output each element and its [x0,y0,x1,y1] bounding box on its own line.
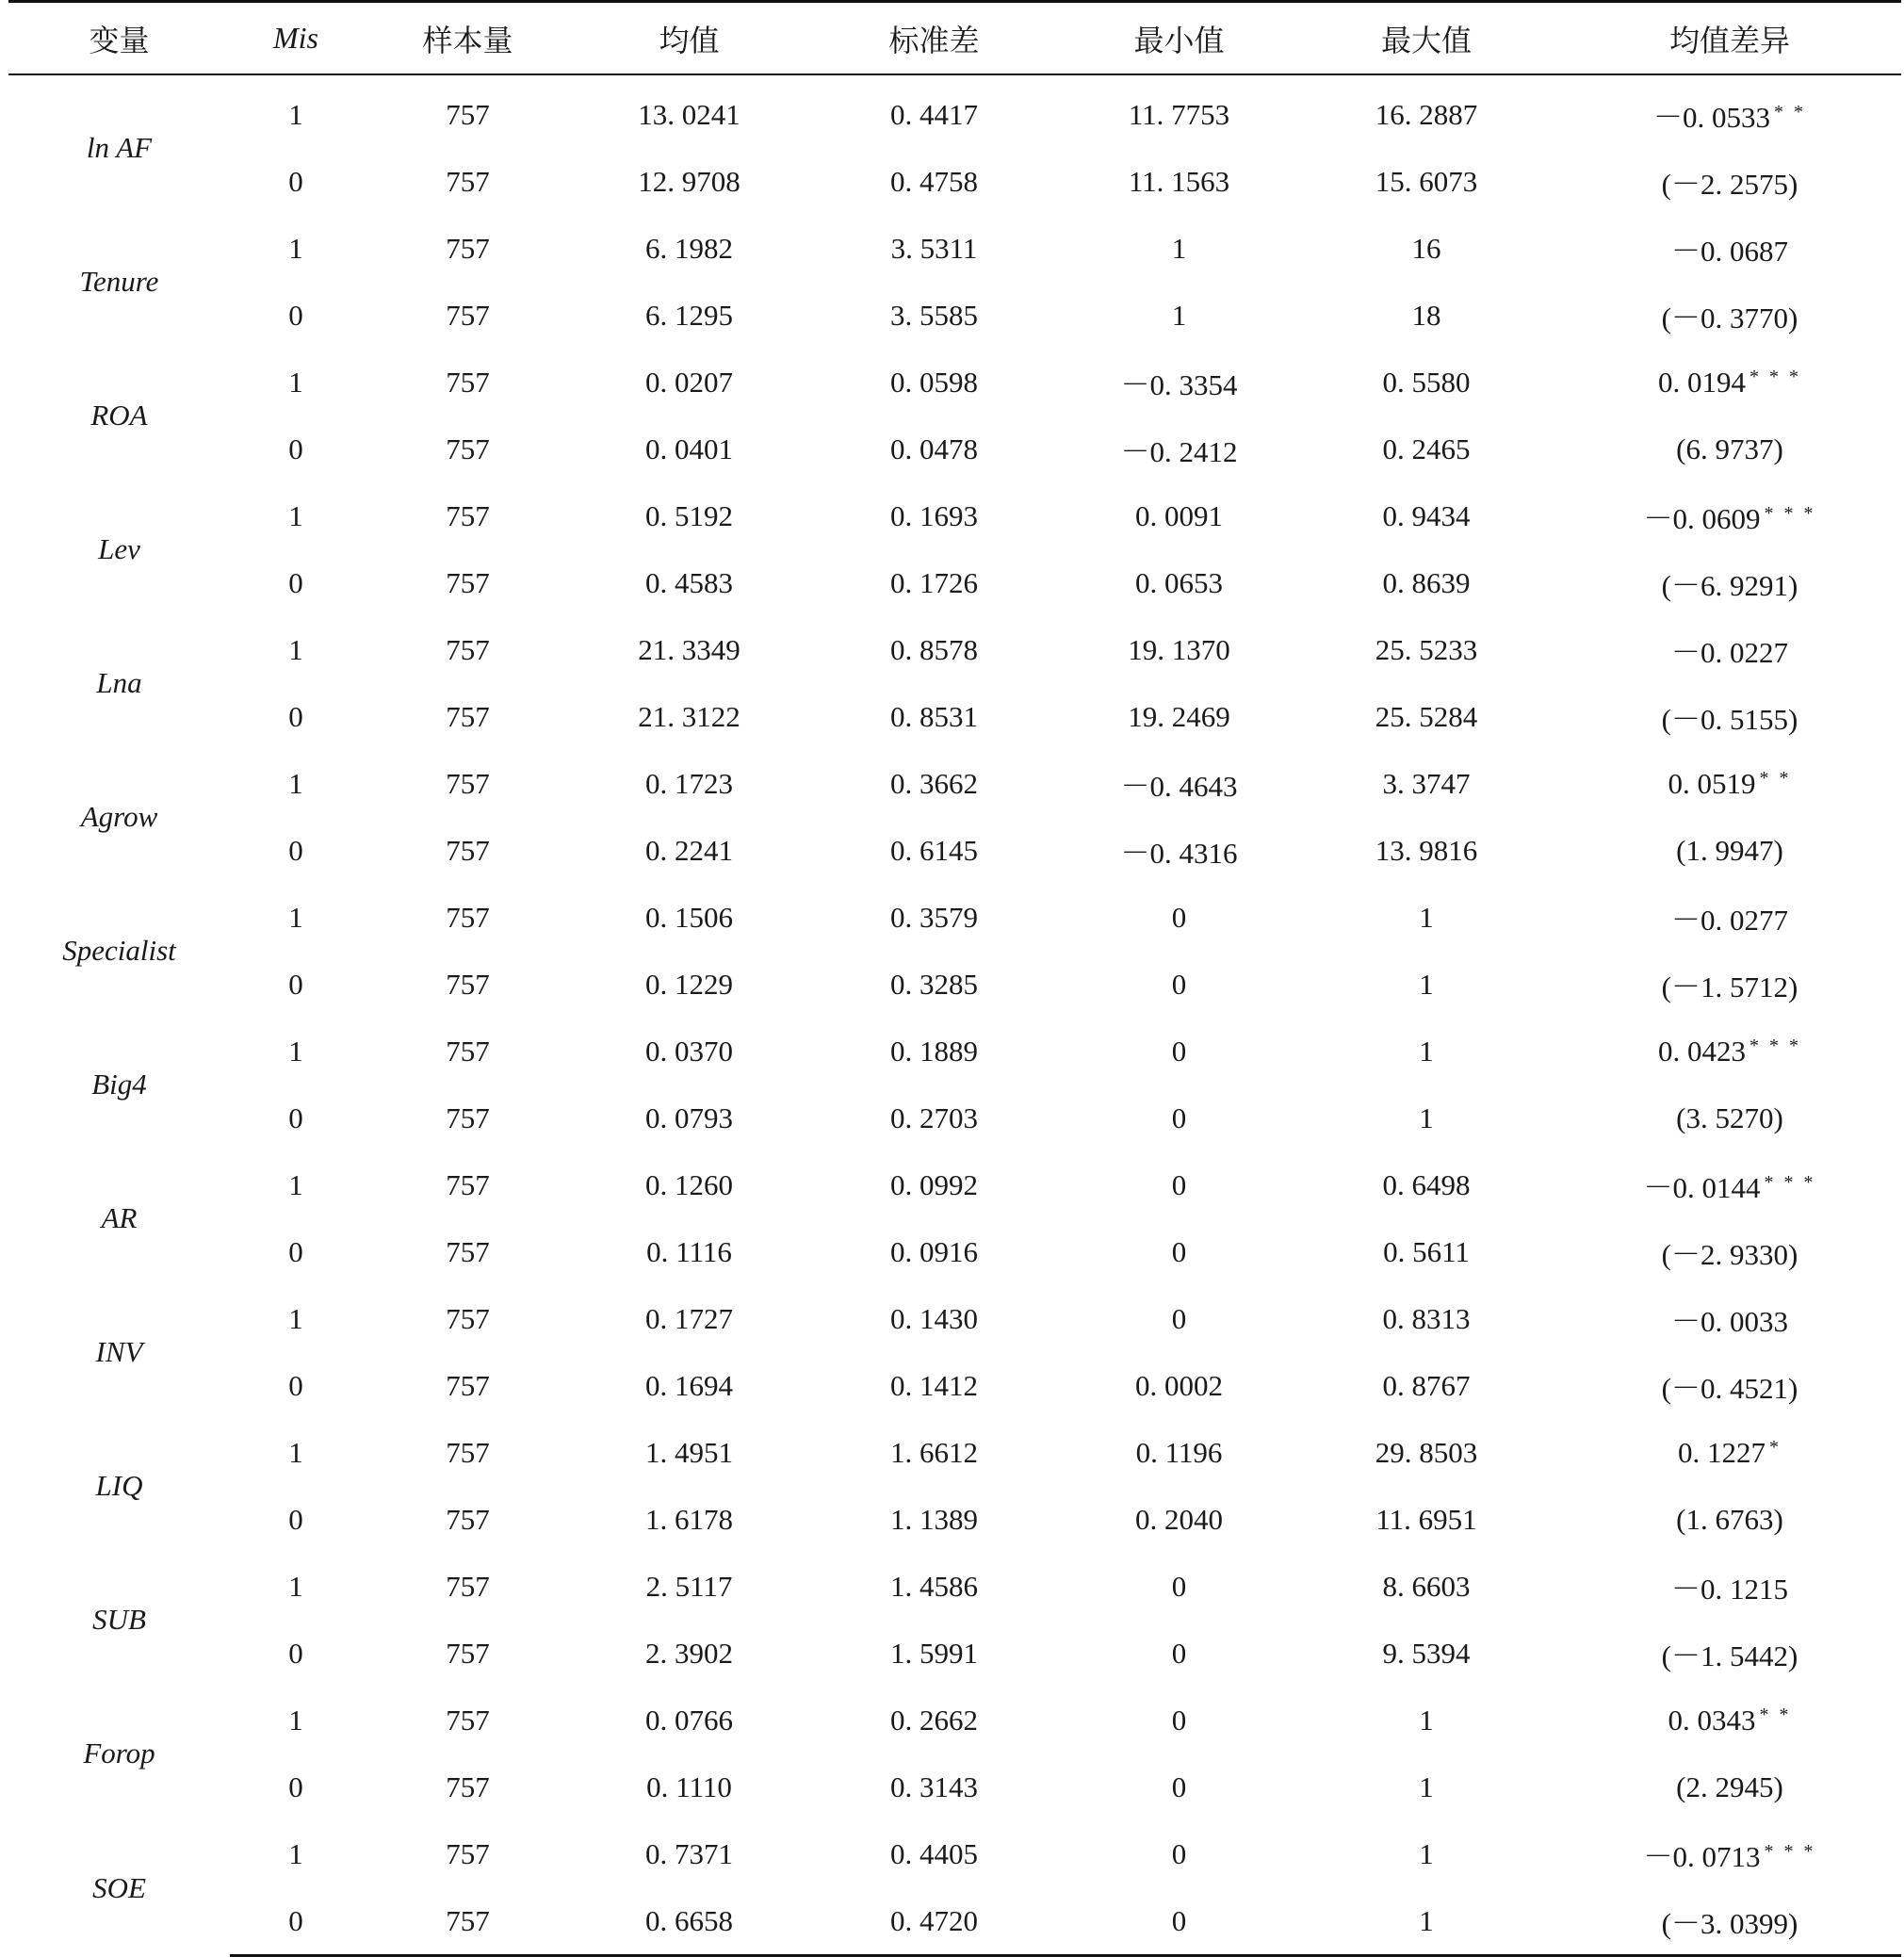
mean-difference-value: －0. 0687 [1671,235,1788,268]
table-row [8,1018,1901,1085]
mean-difference-value: (－0. 5155) [1661,703,1798,736]
mis-cell: 0 [230,1887,362,1956]
table-body [8,74,1901,1956]
min-cell: 19. 2469 [1128,699,1230,733]
mean-cell: 0. 1723 [645,766,733,800]
mean-difference-value: (1. 6763) [1676,1502,1783,1536]
sample-size-cell: 757 [446,1636,490,1670]
mean-cell: 0. 0793 [645,1101,733,1134]
max-cell: 0. 6498 [1382,1167,1471,1201]
sample-size-cell: 757 [446,1769,490,1803]
min-cell: 0 [1171,1234,1187,1268]
significance-stars: * * [1759,767,1792,789]
mean-difference-cell [1558,482,1901,549]
mis-cell: 0 [288,1234,303,1268]
variable-name-cell: LIQ [95,1469,143,1502]
min-cell: 0 [1171,1301,1187,1335]
min-cell: 0. 0091 [1135,498,1223,532]
mean-difference-cell [1558,1753,1901,1820]
mean-difference-cell [1558,951,1901,1018]
mean-difference-value: (－2. 9330) [1661,1238,1798,1271]
variable-name-cell: Specialist [62,934,176,967]
table-row [8,1285,1901,1352]
sample-size-cell: 757 [446,833,490,867]
mean-difference-cell [1558,683,1901,750]
min-cell: 19. 1370 [1128,632,1230,666]
max-cell: 1 [1419,1703,1434,1737]
max-cell: 0. 8639 [1382,565,1471,599]
mean-cell: 6. 1982 [645,231,733,265]
variable-name-cell: SOE [92,1870,146,1904]
std-dev-cell: 0. 0992 [890,1167,978,1201]
max-cell: 16 [1411,231,1441,265]
min-cell: 1 [1171,231,1187,265]
max-cell: 0. 5611 [1383,1234,1470,1268]
header-variable: 变量 [8,2,230,75]
mean-difference-value: (－1. 5442) [1661,1639,1798,1672]
mean-difference-value: (－3. 0399) [1661,1907,1798,1940]
mean-cell: 2. 5117 [645,1569,733,1603]
table-row [8,683,1901,750]
table-row [8,282,1901,349]
mean-cell: 0. 1694 [645,1368,733,1402]
sample-size-cell: 757 [446,565,490,599]
std-dev-cell: 1. 5991 [890,1636,978,1670]
mean-difference-cell [1558,349,1901,416]
table-row [8,74,1901,148]
mean-cell: 2. 3902 [645,1636,733,1670]
min-cell: 0. 0002 [1135,1368,1223,1402]
variable-name-cell: AR [101,1201,138,1234]
std-dev-cell: 0. 0916 [890,1234,978,1268]
table-row [8,616,1901,683]
sample-size-cell: 757 [446,97,490,131]
mean-difference-value: (2. 2945) [1676,1769,1783,1803]
table-row [8,148,1901,215]
std-dev-cell: 0. 2703 [890,1101,978,1134]
mis-cell: 1 [288,1034,303,1068]
mis-cell: 0 [288,565,303,599]
sample-size-cell: 757 [446,231,490,265]
table-row [8,1085,1901,1151]
std-dev-cell: 0. 0598 [890,365,978,399]
max-cell: 29. 8503 [1375,1435,1478,1469]
min-cell: 0 [1171,1703,1187,1737]
std-dev-cell: 0. 2662 [890,1703,978,1737]
variable-name-cell: ROA [90,399,148,432]
header-min: 最小值 [1064,2,1294,75]
std-dev-cell: 0. 0478 [890,432,978,465]
mean-difference-cell [1558,884,1901,951]
max-cell: 1 [1419,1836,1434,1870]
sample-size-cell: 757 [446,1368,490,1402]
mean-cell: 0. 1110 [646,1769,732,1803]
mis-cell: 1 [288,1301,303,1335]
min-cell: 0. 1196 [1135,1435,1223,1469]
max-cell: 1 [1419,1101,1434,1134]
mean-difference-cell [1558,1285,1901,1352]
table-row [8,416,1901,482]
std-dev-cell: 0. 8578 [890,632,978,666]
min-cell: 0 [1171,1636,1187,1670]
min-cell: －0. 4643 [1120,770,1238,803]
mis-cell: 1 [288,1703,303,1737]
sample-size-cell: 757 [446,699,490,733]
sample-size-cell: 757 [446,365,490,399]
mean-cell: 0. 4583 [645,565,733,599]
mis-cell: 0 [288,432,303,465]
std-dev-cell: 0. 4720 [805,1887,1064,1956]
sample-size-cell: 757 [446,766,490,800]
table-row [8,349,1901,416]
mis-cell: 1 [288,1435,303,1469]
table-row [8,1218,1901,1285]
mean-cell: 0. 0370 [645,1034,733,1068]
mean-difference-cell [1558,1620,1901,1687]
mean-cell: 0. 5192 [645,498,733,532]
header-max: 最大值 [1294,2,1558,75]
mean-difference-cell [1558,549,1901,616]
sample-size-cell: 757 [446,1301,490,1335]
mean-cell: 21. 3122 [638,699,740,733]
mis-cell: 0 [288,164,303,198]
std-dev-cell: 1. 4586 [890,1569,978,1603]
mis-cell: 0 [288,1368,303,1402]
header-mean: 均值 [574,2,805,75]
mis-cell: 0 [288,967,303,1001]
table-row [8,1887,1901,1956]
variable-name-cell: Tenure [79,265,159,298]
mis-cell: 1 [288,365,303,399]
variable-name-cell: SUB [92,1603,146,1636]
min-cell: 11. 1563 [1128,164,1230,198]
table-row [8,817,1901,884]
max-cell: 1 [1419,1034,1434,1068]
table-row [8,1687,1901,1753]
mis-cell: 1 [288,1569,303,1603]
mean-cell: 0. 1229 [645,967,733,1001]
table-row [8,1753,1901,1820]
mean-difference-value: 0. 0423 [1658,1034,1746,1068]
mean-difference-value: －0. 0533 [1653,101,1770,134]
max-cell: 3. 3747 [1382,766,1471,800]
mean-difference-value: (3. 5270) [1676,1101,1783,1134]
mean-cell: 0. 1727 [645,1301,733,1335]
max-cell: 16. 2887 [1375,97,1478,131]
std-dev-cell: 0. 1889 [890,1034,978,1068]
mis-cell: 0 [288,1101,303,1134]
mean-difference-cell [1558,282,1901,349]
mean-difference-cell [1558,1352,1901,1419]
min-cell: －0. 2412 [1120,435,1238,468]
min-cell: 0 [1171,1034,1187,1068]
variable-name-cell: Forop [83,1737,155,1769]
mis-cell: 1 [288,1836,303,1870]
std-dev-cell: 0. 3579 [890,900,978,934]
max-cell: 1 [1419,900,1434,934]
mean-difference-cell [1558,616,1901,683]
table-row [8,1620,1901,1687]
std-dev-cell: 0. 3662 [890,766,978,800]
mis-cell: 0 [288,1502,303,1536]
mean-difference-value: (－6. 9291) [1661,569,1798,602]
std-dev-cell: 3. 5585 [890,298,978,332]
min-cell: 0 [1171,1101,1187,1134]
significance-stars: * * * [1764,1841,1816,1862]
variable-name-cell: INV [95,1335,143,1368]
min-cell: 11. 7753 [1128,97,1230,131]
mean-difference-value: －0. 0144 [1643,1171,1761,1204]
max-cell: 25. 5284 [1375,699,1478,733]
mean-difference-cell [1558,416,1901,482]
significance-stars: * [1769,1436,1782,1458]
sample-size-cell: 757 [446,632,490,666]
mis-cell: 1 [288,231,303,265]
table-header-row [8,2,1901,75]
mean-difference-cell [1558,1820,1901,1887]
mean-cell: 1. 6178 [645,1502,733,1536]
mean-difference-cell [1558,1085,1901,1151]
mean-difference-value: －0. 0609 [1643,502,1761,535]
min-cell: 1 [1171,298,1187,332]
std-dev-cell: 1. 6612 [890,1435,978,1469]
mean-difference-value: －0. 0713 [1643,1840,1761,1873]
mean-cell: 0. 1260 [645,1167,733,1201]
min-cell: 0 [1064,1887,1294,1956]
sample-size-cell: 757 [446,1569,490,1603]
mean-cell: 0. 1506 [645,900,733,934]
mean-difference-cell [1558,1687,1901,1753]
mean-difference-value: (－1. 5712) [1661,970,1798,1003]
max-cell: 1 [1419,967,1434,1001]
mis-cell: 1 [288,766,303,800]
mis-cell: 0 [288,699,303,733]
max-cell: 0. 8313 [1382,1301,1471,1335]
mean-difference-value: (6. 9737) [1676,432,1783,465]
max-cell: 8. 6603 [1382,1569,1471,1603]
mean-difference-cell [1558,148,1901,215]
table-row [8,549,1901,616]
mean-cell: 21. 3349 [638,632,740,666]
std-dev-cell: 0. 4417 [890,97,978,131]
table-row [8,884,1901,951]
sample-size-cell: 757 [446,967,490,1001]
sample-size-cell: 757 [446,1703,490,1737]
max-cell: 15. 6073 [1375,164,1478,198]
mis-cell: 1 [288,97,303,131]
mean-cell: 0. 0766 [645,1703,733,1737]
significance-stars: * * * [1764,1172,1816,1193]
sample-size-cell: 757 [446,432,490,465]
sample-size-cell: 757 [446,1502,490,1536]
sample-size-cell: 757 [446,900,490,934]
std-dev-cell: 0. 6145 [890,833,978,867]
mean-difference-cell [1558,1887,1901,1956]
mean-difference-cell [1558,1553,1901,1620]
significance-stars: * * * [1764,503,1816,524]
mean-difference-cell [1558,215,1901,282]
max-cell: 0. 8767 [1382,1368,1471,1402]
std-dev-cell: 0. 1726 [890,565,978,599]
table-row [8,1820,1901,1887]
mean-cell: 0. 7371 [645,1836,733,1870]
statistics-table [8,0,1901,1957]
max-cell: 9. 5394 [1382,1636,1471,1670]
mean-difference-cell [1558,1218,1901,1285]
sample-size-cell: 757 [362,1887,574,1956]
min-cell: 0 [1171,900,1187,934]
mis-cell: 1 [288,498,303,532]
mean-difference-value: －0. 1215 [1671,1573,1788,1606]
significance-stars: * * [1759,1704,1792,1725]
std-dev-cell: 3. 5311 [890,231,978,265]
sample-size-cell: 757 [446,1101,490,1134]
table-row [8,951,1901,1018]
max-cell: 0. 5580 [1382,365,1471,399]
mean-difference-value: (－0. 4521) [1661,1372,1798,1405]
max-cell: 0. 9434 [1382,498,1471,532]
table-row [8,1151,1901,1218]
sample-size-cell: 757 [446,1234,490,1268]
mean-difference-value: －0. 0277 [1671,904,1788,937]
mean-difference-cell [1558,1419,1901,1486]
table-row [8,215,1901,282]
mean-cell: 1. 4951 [645,1435,733,1469]
std-dev-cell: 0. 3143 [890,1769,978,1803]
mis-cell: 0 [288,833,303,867]
std-dev-cell: 0. 8531 [890,699,978,733]
mis-cell: 0 [288,298,303,332]
max-cell: 11. 6951 [1375,1502,1477,1536]
min-cell: 0 [1171,1167,1187,1201]
mean-cell: 0. 1116 [646,1234,732,1268]
mean-difference-value: 0. 0519 [1668,766,1756,800]
variable-name-cell: Big4 [91,1068,147,1101]
max-cell: 1 [1294,1887,1558,1956]
max-cell: 0. 2465 [1382,432,1471,465]
header-std-dev: 标准差 [805,2,1064,75]
max-cell: 13. 9816 [1375,833,1478,867]
mean-difference-cell [1558,750,1901,817]
mean-difference-value: －0. 0033 [1671,1305,1788,1338]
table-row [8,1486,1901,1553]
sample-size-cell: 757 [446,1435,490,1469]
header-mis: Mis [230,2,362,75]
significance-stars: * * * [1749,366,1801,387]
mean-difference-value: 0. 1227 [1678,1435,1766,1469]
header-mean-difference: 均值差异 [1558,2,1901,75]
min-cell: 0. 0653 [1135,565,1223,599]
mis-cell: 0 [288,1769,303,1803]
std-dev-cell: 0. 3285 [890,967,978,1001]
mean-cell: 12. 9708 [638,164,740,198]
mean-difference-value: －0. 0227 [1671,636,1788,669]
table-row [8,482,1901,549]
header-sample-size: 样本量 [362,2,574,75]
sample-size-cell: 757 [446,1034,490,1068]
max-cell: 18 [1411,298,1441,332]
variable-name-cell: ln AF [86,131,153,164]
sample-size-cell: 757 [446,1836,490,1870]
significance-stars: * * [1774,102,1806,122]
std-dev-cell: 1. 1389 [890,1502,978,1536]
variable-name-cell: Lna [96,666,142,699]
table-row [8,750,1901,817]
mean-cell: 6. 1295 [645,298,733,332]
std-dev-cell: 0. 1430 [890,1301,978,1335]
mis-cell: 1 [288,900,303,934]
min-cell: －0. 3354 [1120,368,1238,401]
sample-size-cell: 757 [446,298,490,332]
variable-name-cell: Lev [98,532,140,565]
mean-difference-cell [1558,817,1901,884]
mean-difference-value: (－0. 3770) [1661,302,1798,334]
mean-difference-value: 0. 0343 [1668,1703,1756,1737]
mean-cell: 0. 0401 [645,432,733,465]
max-cell: 25. 5233 [1375,632,1478,666]
table-row [8,1553,1901,1620]
mean-difference-value: (－2. 2575) [1661,168,1798,201]
std-dev-cell: 0. 1693 [890,498,978,532]
max-cell: 1 [1419,1769,1434,1803]
mean-difference-value: 0. 0194 [1658,365,1746,399]
mean-difference-value: (1. 9947) [1676,833,1783,867]
table-row [8,1352,1901,1419]
variable-name-cell: Agrow [80,800,158,833]
std-dev-cell: 0. 4405 [890,1836,978,1870]
min-cell: 0 [1171,967,1187,1001]
std-dev-cell: 0. 4758 [890,164,978,198]
mis-cell: 1 [288,632,303,666]
mean-difference-cell [1558,1151,1901,1218]
significance-stars: * * * [1749,1035,1801,1056]
min-cell: －0. 4316 [1120,837,1238,870]
mean-cell: 0. 2241 [645,833,733,867]
mean-difference-cell [1558,1018,1901,1085]
std-dev-cell: 0. 1412 [890,1368,978,1402]
sample-size-cell: 757 [446,1167,490,1201]
table-row [8,1419,1901,1486]
min-cell: 0 [1171,1569,1187,1603]
mean-cell: 13. 0241 [638,97,740,131]
mean-difference-cell [1558,1486,1901,1553]
mean-cell: 0. 6658 [574,1887,805,1956]
mis-cell: 0 [288,1636,303,1670]
mean-cell: 0. 0207 [645,365,733,399]
min-cell: 0 [1171,1769,1187,1803]
mis-cell: 1 [288,1167,303,1201]
sample-size-cell: 757 [446,498,490,532]
min-cell: 0. 2040 [1135,1502,1223,1536]
mean-difference-cell [1558,74,1901,148]
min-cell: 0 [1171,1836,1187,1870]
sample-size-cell: 757 [446,164,490,198]
